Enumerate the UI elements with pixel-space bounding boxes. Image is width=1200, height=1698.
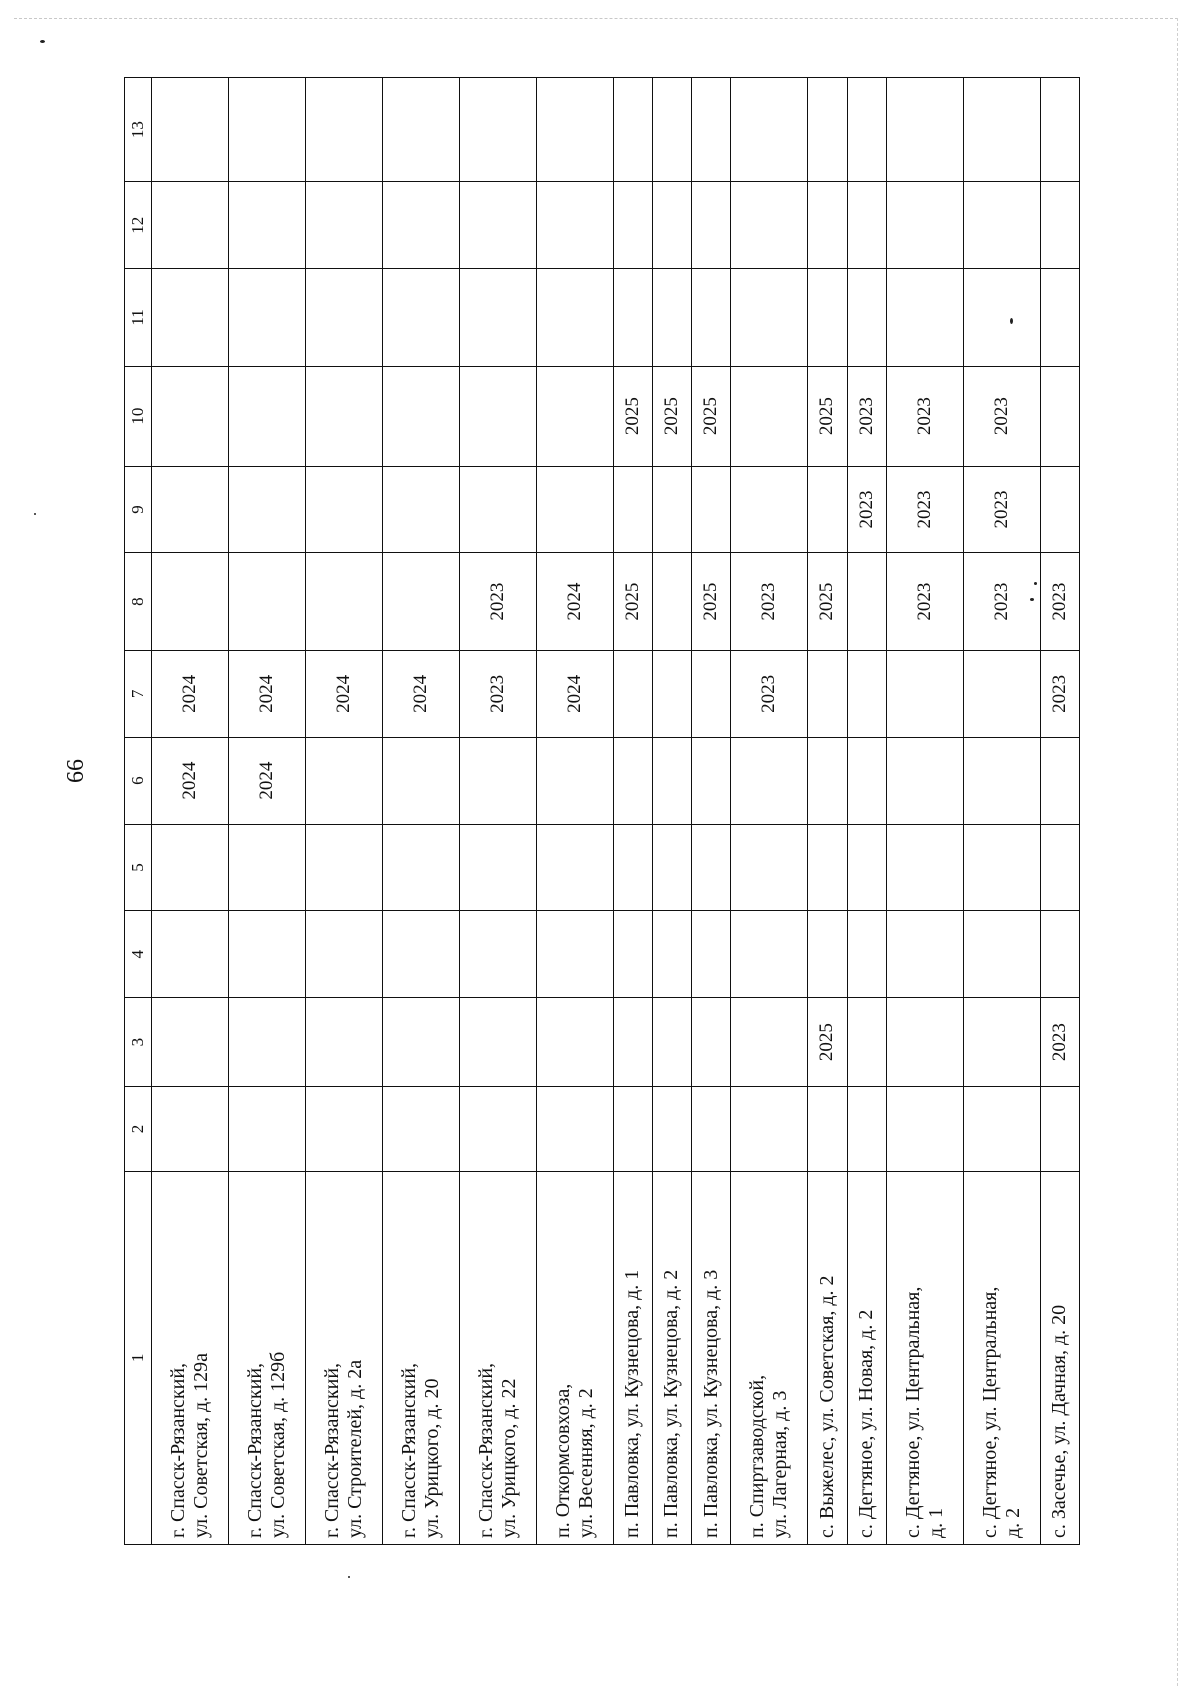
table-row (459, 78, 536, 1545)
table-row (886, 78, 963, 1545)
column-number-cell: 8 (125, 553, 152, 651)
table-row (382, 78, 459, 1545)
year-cell (652, 1087, 691, 1172)
year-cell: 2024 (228, 737, 305, 824)
year-cell (692, 78, 731, 182)
year-cell (847, 182, 886, 269)
scan-speck (348, 1576, 350, 1578)
scan-speck (34, 513, 36, 515)
year-cell (152, 824, 229, 911)
year-cell: 2023 (886, 366, 963, 466)
year-cell (652, 269, 691, 367)
year-cell: 2023 (1040, 650, 1079, 737)
year-cell (847, 1087, 886, 1172)
year-cell: 2023 (459, 553, 536, 651)
year-cell (886, 182, 963, 269)
year-cell: 2023 (1040, 998, 1079, 1087)
address-cell: с. Выжелес, ул. Советская, д. 2 (808, 1171, 847, 1544)
year-cell (808, 911, 847, 998)
address-cell: п. Спиртзаводской, ул. Лагерная, д. 3 (731, 1171, 808, 1544)
year-cell (808, 269, 847, 367)
year-cell (808, 824, 847, 911)
year-cell: 2023 (963, 466, 1040, 553)
year-cell (808, 650, 847, 737)
table-row (305, 78, 382, 1545)
year-cell (1040, 737, 1079, 824)
year-cell (613, 1087, 652, 1172)
table-row (536, 78, 613, 1545)
year-cell (1040, 911, 1079, 998)
scan-speck (40, 40, 45, 43)
year-cell (692, 1087, 731, 1172)
year-cell (847, 650, 886, 737)
year-cell: 2024 (152, 737, 229, 824)
year-cell (228, 182, 305, 269)
year-cell (459, 737, 536, 824)
table-row (847, 78, 886, 1545)
year-cell: 2025 (808, 366, 847, 466)
column-number-cell: 9 (125, 466, 152, 553)
year-cell (382, 737, 459, 824)
year-cell (963, 1087, 1040, 1172)
year-cell (731, 466, 808, 553)
data-table (124, 77, 1080, 1545)
year-cell: 2025 (692, 366, 731, 466)
year-cell (731, 182, 808, 269)
year-cell: 2024 (536, 650, 613, 737)
year-cell: 2025 (652, 366, 691, 466)
year-cell (652, 911, 691, 998)
year-cell (731, 269, 808, 367)
year-cell (382, 1087, 459, 1172)
year-cell: 2025 (808, 553, 847, 651)
year-cell (613, 182, 652, 269)
year-cell (692, 824, 731, 911)
year-cell (963, 998, 1040, 1087)
year-cell (228, 998, 305, 1087)
year-cell (305, 182, 382, 269)
year-cell (1040, 269, 1079, 367)
year-cell (808, 182, 847, 269)
year-cell (886, 824, 963, 911)
table-row (692, 78, 731, 1545)
year-cell (963, 737, 1040, 824)
year-cell (731, 366, 808, 466)
year-cell (692, 737, 731, 824)
year-cell (228, 911, 305, 998)
table-row (228, 78, 305, 1545)
year-cell (152, 1087, 229, 1172)
year-cell (459, 182, 536, 269)
year-cell (459, 911, 536, 998)
table-row (1040, 78, 1079, 1545)
year-cell (228, 553, 305, 651)
year-cell (731, 1087, 808, 1172)
year-cell: 2023 (886, 466, 963, 553)
year-cell (459, 269, 536, 367)
year-cell (652, 182, 691, 269)
year-cell (228, 78, 305, 182)
address-cell: п. Павловка, ул. Кузнецова, д. 2 (652, 1171, 691, 1544)
column-number-cell: 12 (125, 182, 152, 269)
year-cell (808, 737, 847, 824)
address-cell: г. Спасск-Рязанский, ул. Советская, д. 129б (228, 1171, 305, 1544)
year-cell (536, 182, 613, 269)
year-cell (613, 824, 652, 911)
year-cell (305, 466, 382, 553)
year-cell: 2023 (886, 553, 963, 651)
page-number: 66 (63, 759, 89, 783)
year-cell (228, 466, 305, 553)
year-cell: 2025 (692, 553, 731, 651)
year-cell (152, 911, 229, 998)
year-cell (692, 998, 731, 1087)
column-number-cell: 4 (125, 911, 152, 998)
year-cell: 2023 (731, 650, 808, 737)
column-number-cell: 3 (125, 998, 152, 1087)
year-cell (459, 824, 536, 911)
year-cell (228, 1087, 305, 1172)
year-cell (692, 911, 731, 998)
year-cell (652, 998, 691, 1087)
year-cell (847, 737, 886, 824)
column-number-cell: 2 (125, 1087, 152, 1172)
year-cell (459, 1087, 536, 1172)
year-cell (536, 737, 613, 824)
year-cell (536, 78, 613, 182)
year-cell (536, 911, 613, 998)
year-cell: 2024 (382, 650, 459, 737)
year-cell: 2025 (613, 366, 652, 466)
year-cell (886, 1087, 963, 1172)
year-cell (731, 737, 808, 824)
year-cell (613, 466, 652, 553)
column-number-cell: 5 (125, 824, 152, 911)
year-cell (886, 78, 963, 182)
address-cell: п. Откормсовхоза, ул. Весенняя, д. 2 (536, 1171, 613, 1544)
address-cell: п. Павловка, ул. Кузнецова, д. 1 (613, 1171, 652, 1544)
year-cell (652, 466, 691, 553)
year-cell (613, 737, 652, 824)
year-cell (847, 998, 886, 1087)
year-cell (886, 650, 963, 737)
year-cell (963, 269, 1040, 367)
year-cell: 2025 (613, 553, 652, 651)
year-cell (1040, 366, 1079, 466)
year-cell (613, 911, 652, 998)
year-cell (886, 911, 963, 998)
year-cell (152, 78, 229, 182)
year-cell (305, 911, 382, 998)
year-cell (305, 269, 382, 367)
year-cell (536, 466, 613, 553)
year-cell (886, 998, 963, 1087)
address-cell: г. Спасск-Рязанский, ул. Советская, д. 129а (152, 1171, 229, 1544)
year-cell (847, 911, 886, 998)
year-cell (382, 182, 459, 269)
year-cell (536, 824, 613, 911)
year-cell (382, 466, 459, 553)
year-cell (1040, 78, 1079, 182)
year-cell (613, 78, 652, 182)
year-cell: 2024 (228, 650, 305, 737)
year-cell (382, 553, 459, 651)
year-cell (886, 737, 963, 824)
year-cell: 2023 (731, 553, 808, 651)
address-cell: г. Спасск-Рязанский, ул. Урицкого, д. 22 (459, 1171, 536, 1544)
year-cell (963, 182, 1040, 269)
year-cell (847, 824, 886, 911)
year-cell (382, 998, 459, 1087)
table-row (652, 78, 691, 1545)
address-cell: с. Засечье, ул. Дачная, д. 20 (1040, 1171, 1079, 1544)
year-cell (886, 269, 963, 367)
year-cell (652, 824, 691, 911)
year-cell (459, 998, 536, 1087)
year-cell (536, 1087, 613, 1172)
year-cell (808, 78, 847, 182)
year-cell (459, 366, 536, 466)
year-cell (613, 650, 652, 737)
year-cell (963, 824, 1040, 911)
year-cell (305, 366, 382, 466)
year-cell (847, 553, 886, 651)
year-cell: 2023 (847, 466, 886, 553)
year-cell: 2023 (847, 366, 886, 466)
year-cell (305, 78, 382, 182)
year-cell: 2024 (152, 650, 229, 737)
year-cell (152, 182, 229, 269)
year-cell (152, 998, 229, 1087)
year-cell (536, 366, 613, 466)
year-cell: 2023 (1040, 553, 1079, 651)
year-cell: 2023 (963, 366, 1040, 466)
column-number-cell: 1 (125, 1171, 152, 1544)
year-cell (963, 911, 1040, 998)
column-number-cell: 6 (125, 737, 152, 824)
address-cell: г. Спасск-Рязанский, ул. Урицкого, д. 20 (382, 1171, 459, 1544)
year-cell (382, 366, 459, 466)
address-cell: с. Дегтяное, ул. Центральная, д. 1 (886, 1171, 963, 1544)
year-cell (228, 269, 305, 367)
address-cell: с. Дегтяное, ул. Центральная, д. 2 (963, 1171, 1040, 1544)
address-cell: г. Спасск-Рязанский, ул. Строителей, д. 2а (305, 1171, 382, 1544)
year-cell (731, 911, 808, 998)
year-cell (731, 824, 808, 911)
year-cell (536, 269, 613, 367)
year-cell: 2024 (305, 650, 382, 737)
year-cell (459, 466, 536, 553)
year-cell (692, 650, 731, 737)
year-cell: 2023 (963, 553, 1040, 651)
year-cell: 2024 (536, 553, 613, 651)
table-row (152, 78, 229, 1545)
year-cell (152, 466, 229, 553)
year-cell (847, 269, 886, 367)
year-cell (692, 182, 731, 269)
year-cell (228, 366, 305, 466)
column-number-cell: 11 (125, 269, 152, 367)
year-cell (613, 269, 652, 367)
year-cell (382, 911, 459, 998)
year-cell (652, 650, 691, 737)
year-cell (305, 998, 382, 1087)
year-cell (382, 78, 459, 182)
table-wrapper (124, 77, 1080, 1545)
table-row (731, 78, 808, 1545)
address-cell: с. Дегтяное, ул. Новая, д. 2 (847, 1171, 886, 1544)
year-cell (305, 824, 382, 911)
year-cell (731, 78, 808, 182)
year-cell (305, 1087, 382, 1172)
year-cell: 2023 (459, 650, 536, 737)
address-cell: п. Павловка, ул. Кузнецова, д. 3 (692, 1171, 731, 1544)
year-cell (305, 553, 382, 651)
year-cell (152, 553, 229, 651)
year-cell (459, 78, 536, 182)
year-cell (1040, 182, 1079, 269)
year-cell (613, 998, 652, 1087)
year-cell (808, 1087, 847, 1172)
table-row (613, 78, 652, 1545)
year-cell (652, 737, 691, 824)
year-cell (536, 998, 613, 1087)
year-cell (847, 78, 886, 182)
year-cell (1040, 824, 1079, 911)
year-cell (963, 650, 1040, 737)
year-cell (692, 466, 731, 553)
year-cell (692, 269, 731, 367)
year-cell: 2025 (808, 998, 847, 1087)
year-cell (808, 466, 847, 553)
year-cell (152, 366, 229, 466)
year-cell (731, 998, 808, 1087)
year-cell (1040, 466, 1079, 553)
table-header-row (125, 78, 152, 1545)
year-cell (963, 78, 1040, 182)
column-number-cell: 10 (125, 366, 152, 466)
column-number-cell: 13 (125, 78, 152, 182)
table-row (808, 78, 847, 1545)
table-row (963, 78, 1040, 1545)
year-cell (228, 824, 305, 911)
year-cell (652, 553, 691, 651)
column-number-cell: 7 (125, 650, 152, 737)
year-cell (1040, 1087, 1079, 1172)
year-cell (152, 269, 229, 367)
year-cell (382, 269, 459, 367)
year-cell (305, 737, 382, 824)
year-cell (652, 78, 691, 182)
year-cell (382, 824, 459, 911)
